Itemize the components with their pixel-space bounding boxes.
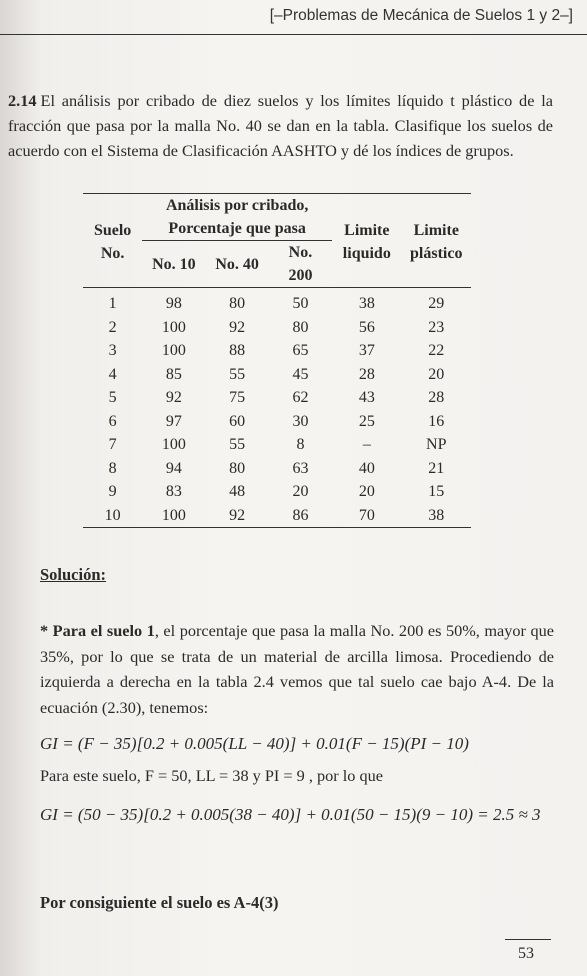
table-cell: 75 [229, 389, 246, 406]
equation-general: GI = (F − 35)[0.2 + 0.005(LL − 40)] + 0.01(F − 15)(PI − 10) [40, 734, 469, 753]
table-row [83, 433, 471, 457]
table-row [83, 363, 471, 387]
table-cell: 100 [161, 506, 186, 524]
col-header-analisis: Análisis por cribado, Porcentaje que pasa [142, 194, 332, 241]
solution-title: Solución: [40, 565, 107, 584]
table-cell: 1 [108, 295, 117, 312]
table-cell: 25 [358, 412, 375, 430]
col-header-no10: No. 10 [152, 256, 196, 273]
table-cell: 100 [161, 436, 186, 453]
table-body [83, 292, 471, 528]
table-cell: 37 [358, 342, 375, 359]
running-header [0, 0, 587, 35]
values-line: Para este suelo, F = 50, LL = 38 y PI = 9 , por lo que [40, 766, 384, 785]
problem-number: 2.14 [8, 91, 37, 110]
table-cell: 62 [292, 389, 309, 406]
table-cell: 20 [292, 483, 309, 500]
table-cell: 63 [292, 459, 309, 477]
table-cell: 28 [358, 365, 375, 383]
conclusion: Por consiguiente el suelo es A-4(3) [40, 893, 279, 912]
col-header-no40: No. 40 [215, 256, 259, 273]
table-cell: 98 [165, 295, 182, 312]
table-cell: 16 [428, 412, 445, 430]
equation-values: GI = (50 − 35)[0.2 + 0.005(38 − 40)] + 0.01(50 − 15)(9 − 10) = 2.5 ≈ 3 [40, 805, 541, 824]
table-row [83, 386, 471, 410]
table-cell: 15 [428, 483, 445, 500]
soil-data-table [83, 193, 471, 530]
table-cell: – [362, 436, 371, 453]
table-cell: 80 [292, 318, 309, 336]
col-header-limite-plastico: Limite plástico [410, 222, 463, 262]
table-cell: 10 [104, 506, 121, 524]
table-cell: 92 [165, 389, 182, 406]
table-cell: 85 [165, 365, 182, 383]
problem-text: El análisis por cribado de diez suelos y los límites líquido t plástico de la fracción que pasa por la malla No. 40 se dan en la tabla. Clasifique los suelos de acuerdo con el Sistema de Clasificación AASHTO y dé los índices de grupos. [8, 91, 553, 160]
table-cell: 70 [358, 506, 375, 524]
table-cell: 45 [292, 365, 309, 383]
table-row [83, 504, 471, 528]
table-cell: 5 [108, 389, 117, 406]
table-cell: NP [426, 436, 447, 453]
table-cell: 55 [229, 436, 246, 453]
table-cell: 4 [108, 365, 117, 383]
table-cell: 100 [161, 318, 186, 336]
page-number-rule [505, 939, 551, 940]
table-cell: 86 [292, 506, 309, 524]
table-cell: 94 [165, 459, 182, 477]
problem-statement [8, 88, 553, 163]
table-cell: 92 [229, 506, 246, 524]
table-row [83, 339, 471, 363]
table-cell: 40 [358, 459, 375, 477]
table-cell: 88 [229, 342, 246, 359]
table-cell: 80 [229, 459, 246, 477]
table-cell: 9 [108, 483, 117, 500]
table-row [83, 480, 471, 504]
table-cell: 48 [229, 483, 246, 500]
table-cell: 28 [428, 389, 445, 406]
table-cell: 83 [165, 483, 182, 500]
table-cell: 80 [229, 295, 246, 312]
table-cell: 97 [165, 412, 182, 430]
table-cell: 65 [292, 342, 309, 359]
table-cell: 38 [428, 506, 445, 524]
table-cell: 2 [108, 318, 117, 336]
table-cell: 7 [108, 436, 117, 453]
table-row [83, 457, 471, 481]
solution-lead: * Para el suelo 1 [40, 621, 155, 640]
table-cell: 29 [428, 295, 445, 312]
table-cell: 6 [108, 412, 117, 430]
table-cell: 22 [428, 342, 445, 359]
table-cell: 21 [428, 459, 445, 477]
solution-paragraph [40, 618, 554, 720]
table-cell: 100 [161, 342, 186, 359]
table-cell: 38 [358, 295, 375, 312]
table-cell: 8 [108, 459, 117, 477]
col-header-no200: No. 200 [288, 244, 313, 284]
table-cell: 56 [358, 318, 375, 336]
table-cell: 20 [428, 365, 445, 383]
table-cell: 3 [108, 342, 117, 359]
table-cell: 55 [229, 365, 246, 383]
table-row [83, 410, 471, 434]
table-cell: 50 [292, 295, 309, 312]
table-cell: 30 [292, 412, 309, 430]
table-row [83, 292, 471, 316]
col-header-suelo: Suelo No. [93, 222, 132, 262]
col-header-limite-liquido: Limite liquido [342, 222, 391, 262]
table-row [83, 316, 471, 340]
table-cell: 43 [358, 389, 375, 406]
table-cell: 92 [229, 318, 246, 336]
header-title: [–Problemas de Mecánica de Suelos 1 y 2–] [269, 7, 573, 24]
solution-text: , el porcentaje que pasa la malla No. 200 es 50%, mayor que 35%, por lo que se trata de un material de arcilla limosa. Procediendo de izquierda a derecha en la tabla 2.4 vemos que tal suelo cae bajo A-4. De la ecuación (2.30), tenemos: [40, 621, 555, 717]
table-cell: 8 [296, 436, 305, 453]
table-cell: 20 [358, 483, 375, 500]
table-cell: 60 [229, 412, 246, 430]
page-number: 53 [518, 945, 534, 962]
table-cell: 23 [428, 318, 445, 336]
